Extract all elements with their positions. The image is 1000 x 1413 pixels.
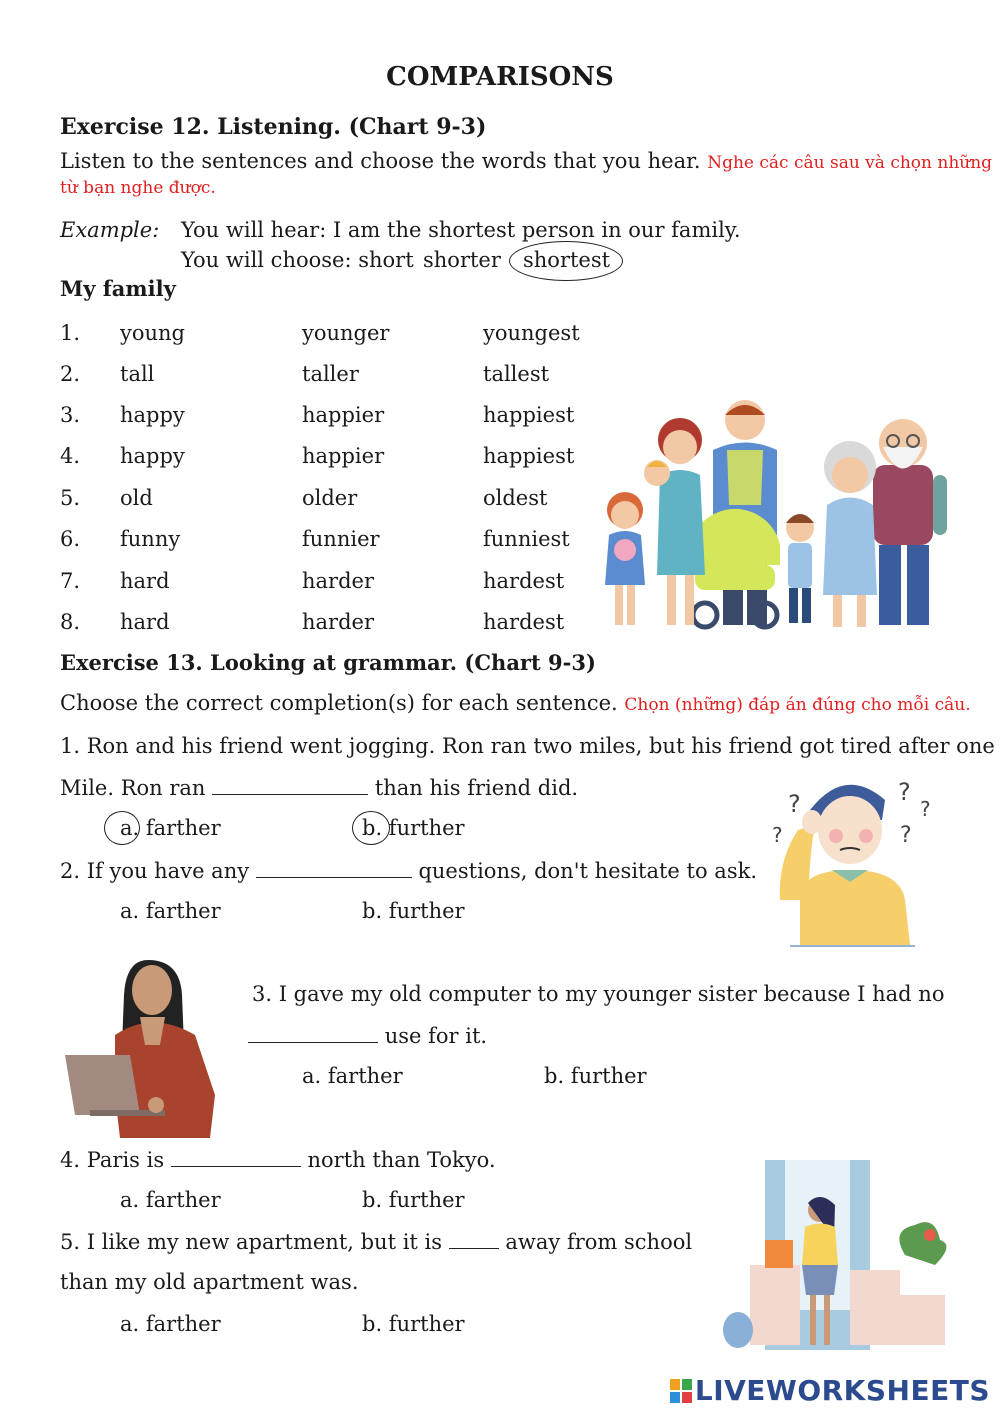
question-1-option-b-circle xyxy=(352,811,390,845)
row-7-number: 7. xyxy=(60,569,81,593)
question-5-line-2: than my old apartment was. xyxy=(60,1270,359,1294)
question-5-option-a[interactable]: a. farther xyxy=(120,1312,221,1336)
row-4-option-c[interactable]: happiest xyxy=(483,444,575,468)
question-3-line-2 xyxy=(248,1022,487,1049)
row-8-option-a[interactable]: hard xyxy=(120,610,170,634)
question-mark-icon: ? xyxy=(788,790,801,818)
row-5-option-c[interactable]: oldest xyxy=(483,486,548,510)
instruction-vietnamese: Nghe các câu sau và chọn những xyxy=(707,153,993,173)
family-illustration xyxy=(595,395,960,635)
logo-text: LIVEWORKSHEETS xyxy=(694,1374,990,1407)
row-4-number: 4. xyxy=(60,444,81,468)
row-6-number: 6. xyxy=(60,527,81,551)
row-2-number: 2. xyxy=(60,362,81,386)
question-mark-icon: ? xyxy=(772,823,783,847)
question-4-text: 4. Paris is xyxy=(60,1148,165,1172)
question-3-line-1: 3. I gave my old computer to my younger sister because I had no xyxy=(252,982,945,1006)
row-3-option-a[interactable]: happy xyxy=(120,403,185,427)
example-label: Example: xyxy=(60,218,160,242)
question-3-text-end: use for it. xyxy=(384,1024,488,1048)
row-6-option-b[interactable]: funnier xyxy=(302,527,380,551)
row-2-option-a[interactable]: tall xyxy=(120,362,155,386)
row-4-option-b[interactable]: happier xyxy=(302,444,385,468)
row-5-option-a[interactable]: old xyxy=(120,486,153,510)
question-1-blank[interactable] xyxy=(212,774,368,795)
row-1-option-a[interactable]: young xyxy=(120,321,185,345)
question-3-option-b[interactable]: b. further xyxy=(544,1064,647,1088)
boy-figure xyxy=(786,514,814,623)
row-7-option-a[interactable]: hard xyxy=(120,569,170,593)
apartment-illustration xyxy=(720,1155,960,1355)
row-4-option-a[interactable]: happy xyxy=(120,444,185,468)
question-1-text: Mile. Ron ran xyxy=(60,776,206,800)
question-2-option-a[interactable]: a. farther xyxy=(120,899,221,923)
question-5-option-b[interactable]: b. further xyxy=(362,1312,465,1336)
question-4-option-a[interactable]: a. farther xyxy=(120,1188,221,1212)
exercise-12-heading: Exercise 12. Listening. (Chart 9-3) xyxy=(60,114,487,140)
row-1-option-b[interactable]: younger xyxy=(302,321,390,345)
thinking-boy-illustration xyxy=(770,770,940,950)
row-1-number: 1. xyxy=(60,321,81,345)
question-5-blank[interactable] xyxy=(449,1228,499,1249)
question-mark-icon: ? xyxy=(898,778,911,806)
girl-figure xyxy=(605,492,645,625)
question-1-option-b[interactable]: b. further xyxy=(362,816,465,840)
row-8-option-c[interactable]: hardest xyxy=(483,610,565,634)
row-8-number: 8. xyxy=(60,610,81,634)
exercise-13-heading: Exercise 13. Looking at grammar. (Chart 9-3) xyxy=(60,650,596,675)
question-3-option-a[interactable]: a. farther xyxy=(302,1064,403,1088)
grandpa-figure xyxy=(873,419,947,625)
question-4-text-end: north than Tokyo. xyxy=(307,1148,496,1172)
question-1-line-2 xyxy=(60,774,578,801)
row-7-option-c[interactable]: hardest xyxy=(483,569,565,593)
question-2-text: 2. If you have any xyxy=(60,859,250,883)
liveworksheets-logo xyxy=(670,1374,990,1407)
exercise-13-instruction xyxy=(60,690,971,718)
grandma-figure xyxy=(823,441,877,627)
row-3-option-b[interactable]: happier xyxy=(302,403,385,427)
question-5-text: 5. I like my new apartment, but it is xyxy=(60,1230,443,1254)
question-1-line-1: 1. Ron and his friend went jogging. Ron ran two miles, but his friend got tired after one xyxy=(60,734,995,758)
question-2-blank[interactable] xyxy=(256,857,412,878)
row-2-option-c[interactable]: tallest xyxy=(483,362,550,386)
row-2-option-b[interactable]: taller xyxy=(302,362,359,386)
row-3-option-c[interactable]: happiest xyxy=(483,403,575,427)
question-mark-icon: ? xyxy=(900,823,912,848)
example-choose: You will choose: short xyxy=(181,248,414,272)
page-title: COMPARISONS xyxy=(386,62,614,92)
row-6-option-a[interactable]: funny xyxy=(120,527,181,551)
row-3-number: 3. xyxy=(60,403,81,427)
question-4-line xyxy=(60,1146,496,1173)
example-answer-circle xyxy=(509,241,623,281)
question-1-option-a[interactable]: a. farther xyxy=(120,816,221,840)
example-hear: You will hear: I am the shortest person in our family. xyxy=(181,218,741,242)
question-2-line xyxy=(60,857,757,884)
example-option-shorter: shorter xyxy=(423,248,501,272)
instruction-vietnamese: Chọn (những) đáp án đúng cho mỗi câu. xyxy=(624,695,971,715)
question-4-blank[interactable] xyxy=(171,1146,301,1167)
question-3-blank[interactable] xyxy=(248,1022,378,1043)
row-1-option-c[interactable]: youngest xyxy=(483,321,580,345)
instruction-text: Listen to the sentences and choose the words that you hear. xyxy=(60,149,701,173)
row-6-option-c[interactable]: funniest xyxy=(483,527,570,551)
question-1-option-a-circle xyxy=(104,811,140,845)
woman-laptop-illustration xyxy=(60,955,235,1140)
row-8-option-b[interactable]: harder xyxy=(302,610,374,634)
instruction-vietnamese-cont: từ bạn nghe được. xyxy=(60,178,216,198)
instruction-text: Choose the correct completion(s) for each sentence. xyxy=(60,691,618,715)
question-1-text-end: than his friend did. xyxy=(374,776,579,800)
question-5-text-end: away from school xyxy=(505,1230,693,1254)
logo-icon xyxy=(670,1377,692,1401)
question-5-line-1 xyxy=(60,1228,692,1255)
my-family-subheading: My family xyxy=(60,276,176,301)
row-7-option-b[interactable]: harder xyxy=(302,569,374,593)
question-2-option-b[interactable]: b. further xyxy=(362,899,465,923)
row-5-number: 5. xyxy=(60,486,81,510)
question-4-option-b[interactable]: b. further xyxy=(362,1188,465,1212)
exercise-12-instruction xyxy=(60,148,992,176)
example-option-shortest: shortest xyxy=(523,248,611,272)
question-mark-icon: ? xyxy=(920,797,931,821)
mom-figure xyxy=(644,418,705,625)
question-2-text-end: questions, don't hesitate to ask. xyxy=(418,859,757,883)
row-5-option-b[interactable]: older xyxy=(302,486,358,510)
